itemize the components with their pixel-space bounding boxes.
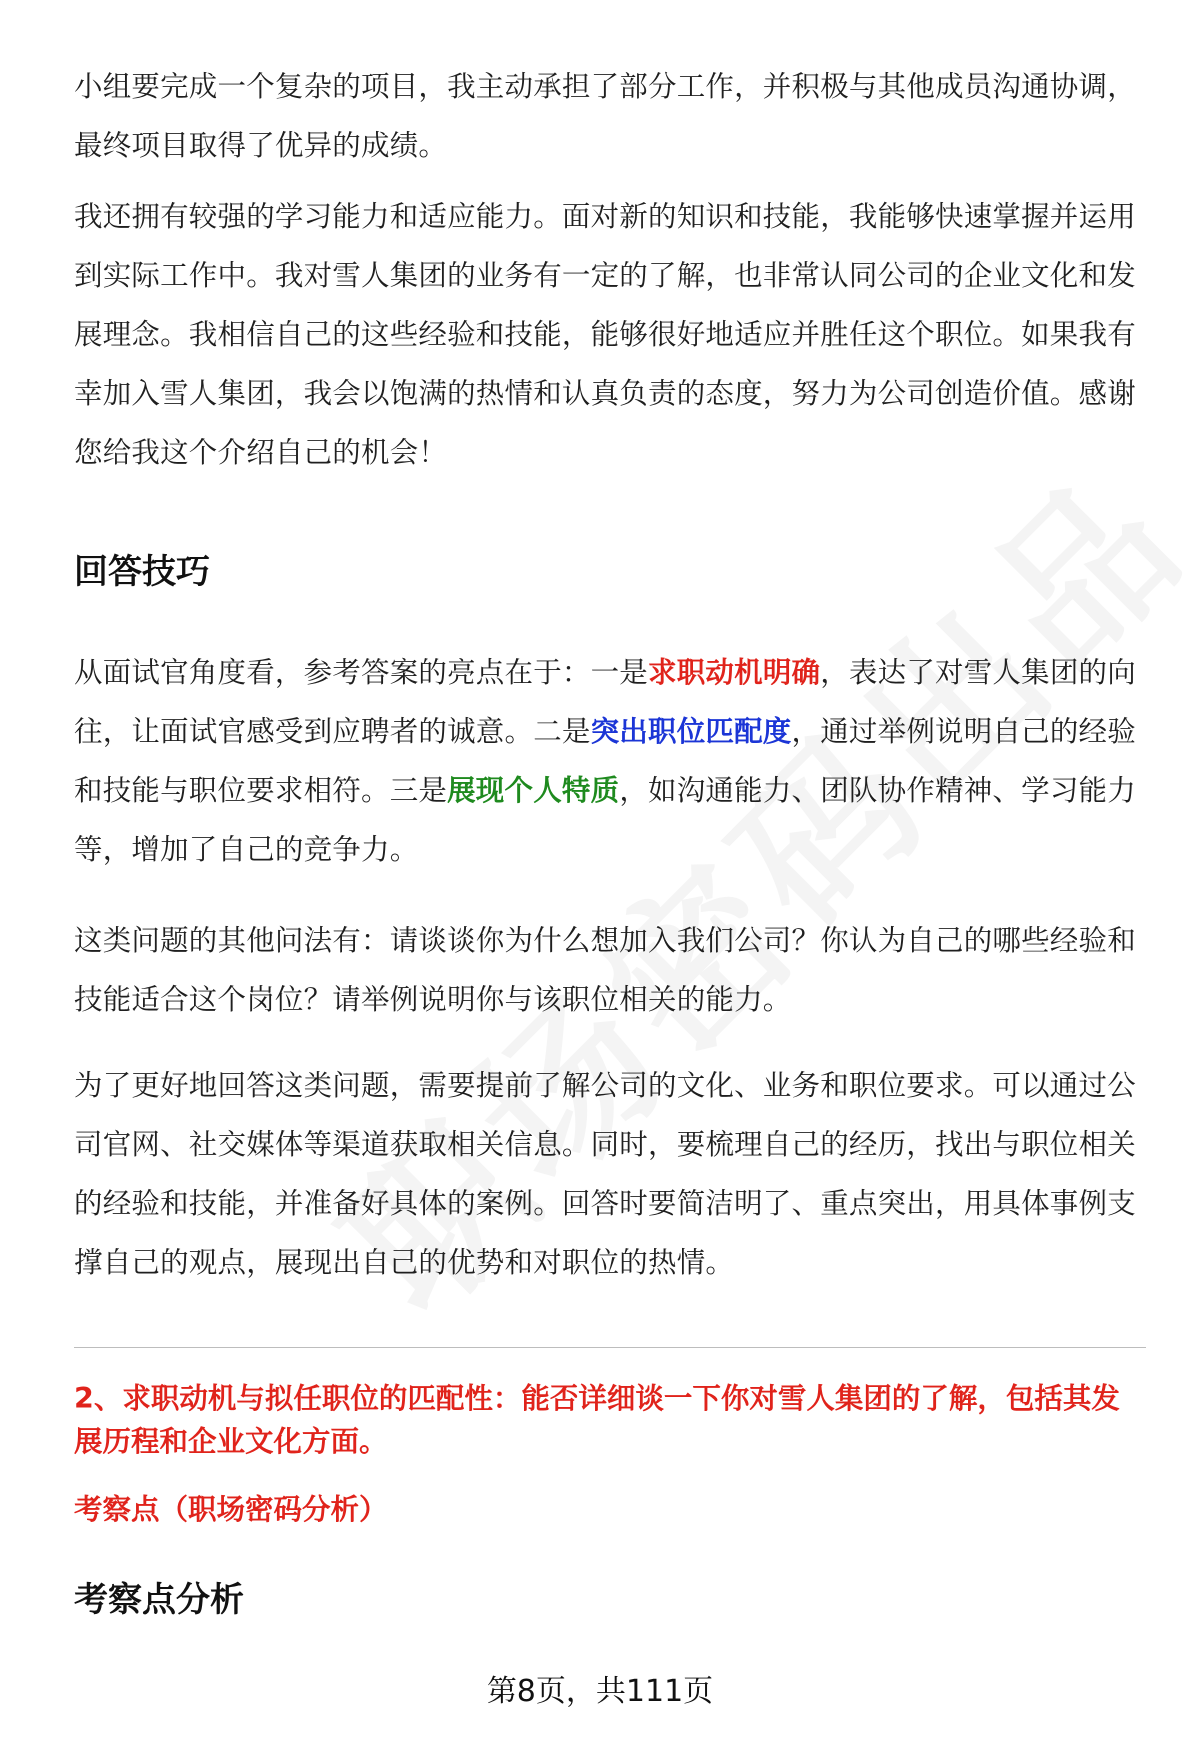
analysis-heading: 考察点分析 xyxy=(74,1580,244,1620)
tips-text-3: ，通过举例说明自己的经验和技能与职位要求相符。三是 xyxy=(74,715,1136,807)
question-subtitle: 考察点（职场密码分析） xyxy=(74,1493,388,1526)
tips-paragraph-3: 为了更好地回答这类问题，需要提前了解公司的文化、业务和职位要求。可以通过公司官网、社交媒体等渠道获取相关信息。同时，要梳理自己的经历，找出与职位相关的经验和技能，并准备好具体的案例。回答时要简洁明了、重点突出，用具体事例支撑自己的观点，展现出自己的优势和对职位的热情。 xyxy=(74,1069,1136,1279)
tips-text-4: ，如沟通能力、团队协作精神、学习能力等，增加了自己的竞争力。 xyxy=(74,774,1136,866)
highlight-job-match: 突出职位匹配度 xyxy=(590,715,792,748)
answer-paragraph-1: 小组要完成一个复杂的项目，我主动承担了部分工作，并积极与其他成员沟通协调，最终项目取得了优异的成绩。 xyxy=(74,70,1136,162)
tips-paragraph-2: 这类问题的其他问法有：请谈谈你为什么想加入我们公司？你认为自己的哪些经验和技能适合这个岗位？请举例说明你与该职位相关的能力。 xyxy=(74,924,1136,1016)
page-number: 第8页，共111页 xyxy=(486,1674,714,1709)
section-title-tips: 回答技巧 xyxy=(74,552,210,592)
question-title: 2、求职动机与拟任职位的匹配性：能否详细谈一下你对雪人集团的了解，包括其发展历程和企业文化方面。 xyxy=(74,1382,1120,1458)
tips-paragraph-1 xyxy=(74,643,1146,879)
answer-paragraph-2: 我还拥有较强的学习能力和适应能力。面对新的知识和技能，我能够快速掌握并运用到实际工作中。我对雪人集团的业务有一定的了解，也非常认同公司的企业文化和发展理念。我相信自己的这些经验和技能，能够很好地适应并胜任这个职位。如果我有幸加入雪人集团，我会以饱满的热情和认真负责的态度，努力为公司创造价值。感谢您给我这个介绍自己的机会！ xyxy=(74,200,1136,469)
highlight-personal-traits: 展现个人特质 xyxy=(447,774,620,807)
tips-text-2: ，表达了对雪人集团的向往，让面试官感受到应聘者的诚意。二是 xyxy=(74,656,1136,748)
highlight-motivation: 求职动机明确 xyxy=(648,656,821,689)
section-divider xyxy=(74,1347,1146,1348)
tips-text-1: 从面试官角度看，参考答案的亮点在于：一是 xyxy=(74,656,649,689)
